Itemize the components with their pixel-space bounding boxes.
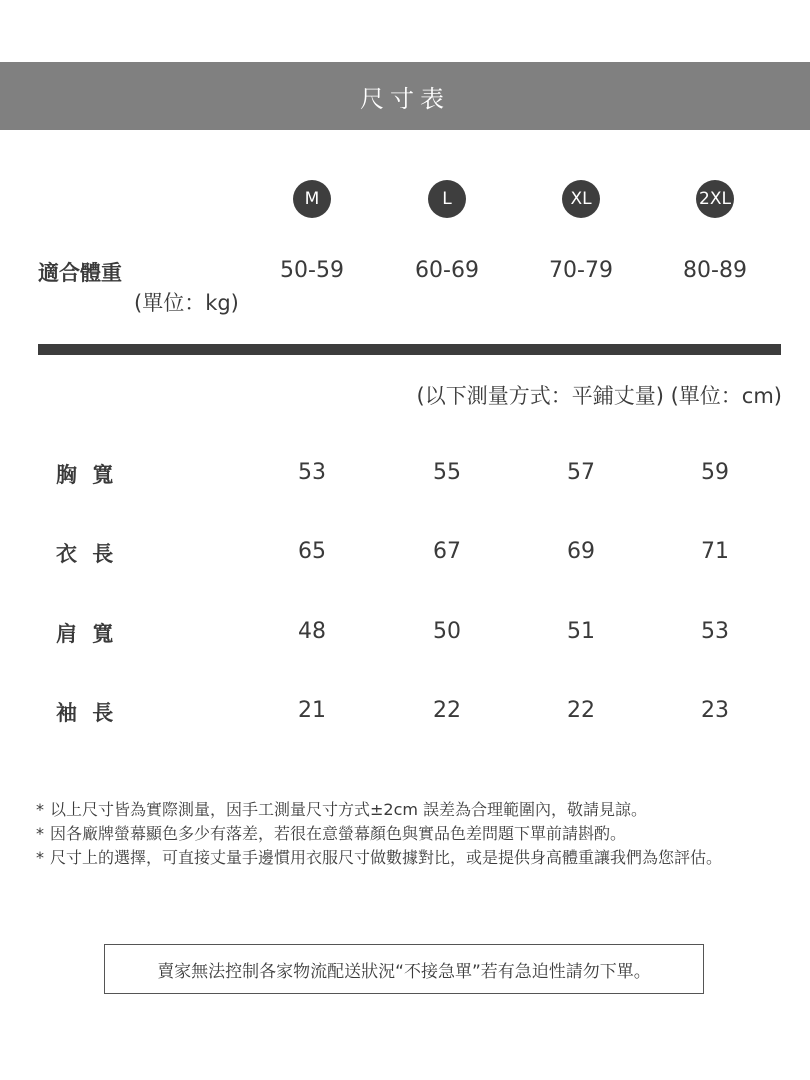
row-value: 57: [567, 460, 595, 485]
note-text: 以上尺寸皆為實際測量，因手工測量尺寸方式±2cm 誤差為合理範圍內，敬請見諒。: [50, 800, 648, 819]
row-value: 69: [567, 539, 595, 564]
divider-bar: [38, 344, 781, 355]
notes-list: [36, 798, 796, 870]
weight-label: 適合體重: [38, 261, 122, 285]
row-value: 48: [298, 619, 326, 644]
weight-value-xl: 70-79: [549, 258, 613, 283]
size-badge-2xl: 2XL: [696, 180, 734, 218]
weight-unit: (單位：kg): [134, 291, 239, 315]
note-star: *: [36, 824, 44, 843]
note-item: [36, 798, 796, 822]
row-value: 67: [433, 539, 461, 564]
note-star: *: [36, 848, 44, 867]
page-title: 尺寸表: [360, 84, 450, 113]
notice-text: 賣家無法控制各家物流配送狀況“不接急單”若有急迫性請勿下單。: [157, 961, 651, 982]
row-value: 23: [701, 698, 729, 723]
weight-value-2xl: 80-89: [683, 258, 747, 283]
size-badge-l: L: [428, 180, 466, 218]
row-value: 22: [433, 698, 461, 723]
row-value: 50: [433, 619, 461, 644]
note-item: [36, 822, 796, 846]
note-star: *: [36, 800, 44, 819]
notice-box: [104, 944, 704, 994]
title-banner: [0, 62, 810, 130]
row-value: 51: [567, 619, 595, 644]
note-item: [36, 846, 796, 870]
row-label-length: 衣 長: [56, 542, 118, 566]
row-value: 65: [298, 539, 326, 564]
note-text: 因各廠牌螢幕顯色多少有落差，若很在意螢幕顏色與實品色差問題下單前請斟酌。: [50, 824, 627, 843]
row-value: 55: [433, 460, 461, 485]
row-label-sleeve: 袖 長: [56, 701, 118, 725]
row-value: 21: [298, 698, 326, 723]
row-label-chest: 胸 寬: [56, 463, 118, 487]
note-text: 尺寸上的選擇，可直接丈量手邊慣用衣服尺寸做數據對比，或是提供身高體重讓我們為您評估。: [50, 848, 723, 867]
row-value: 53: [298, 460, 326, 485]
weight-value-l: 60-69: [415, 258, 479, 283]
row-value: 59: [701, 460, 729, 485]
row-value: 53: [701, 619, 729, 644]
size-badge-xl: XL: [562, 180, 600, 218]
row-value: 22: [567, 698, 595, 723]
size-badge-m: M: [293, 180, 331, 218]
weight-value-m: 50-59: [280, 258, 344, 283]
measure-note: (以下測量方式：平鋪丈量) (單位：cm): [416, 384, 782, 408]
row-label-shoulder: 肩 寬: [56, 622, 118, 646]
row-value: 71: [701, 539, 729, 564]
